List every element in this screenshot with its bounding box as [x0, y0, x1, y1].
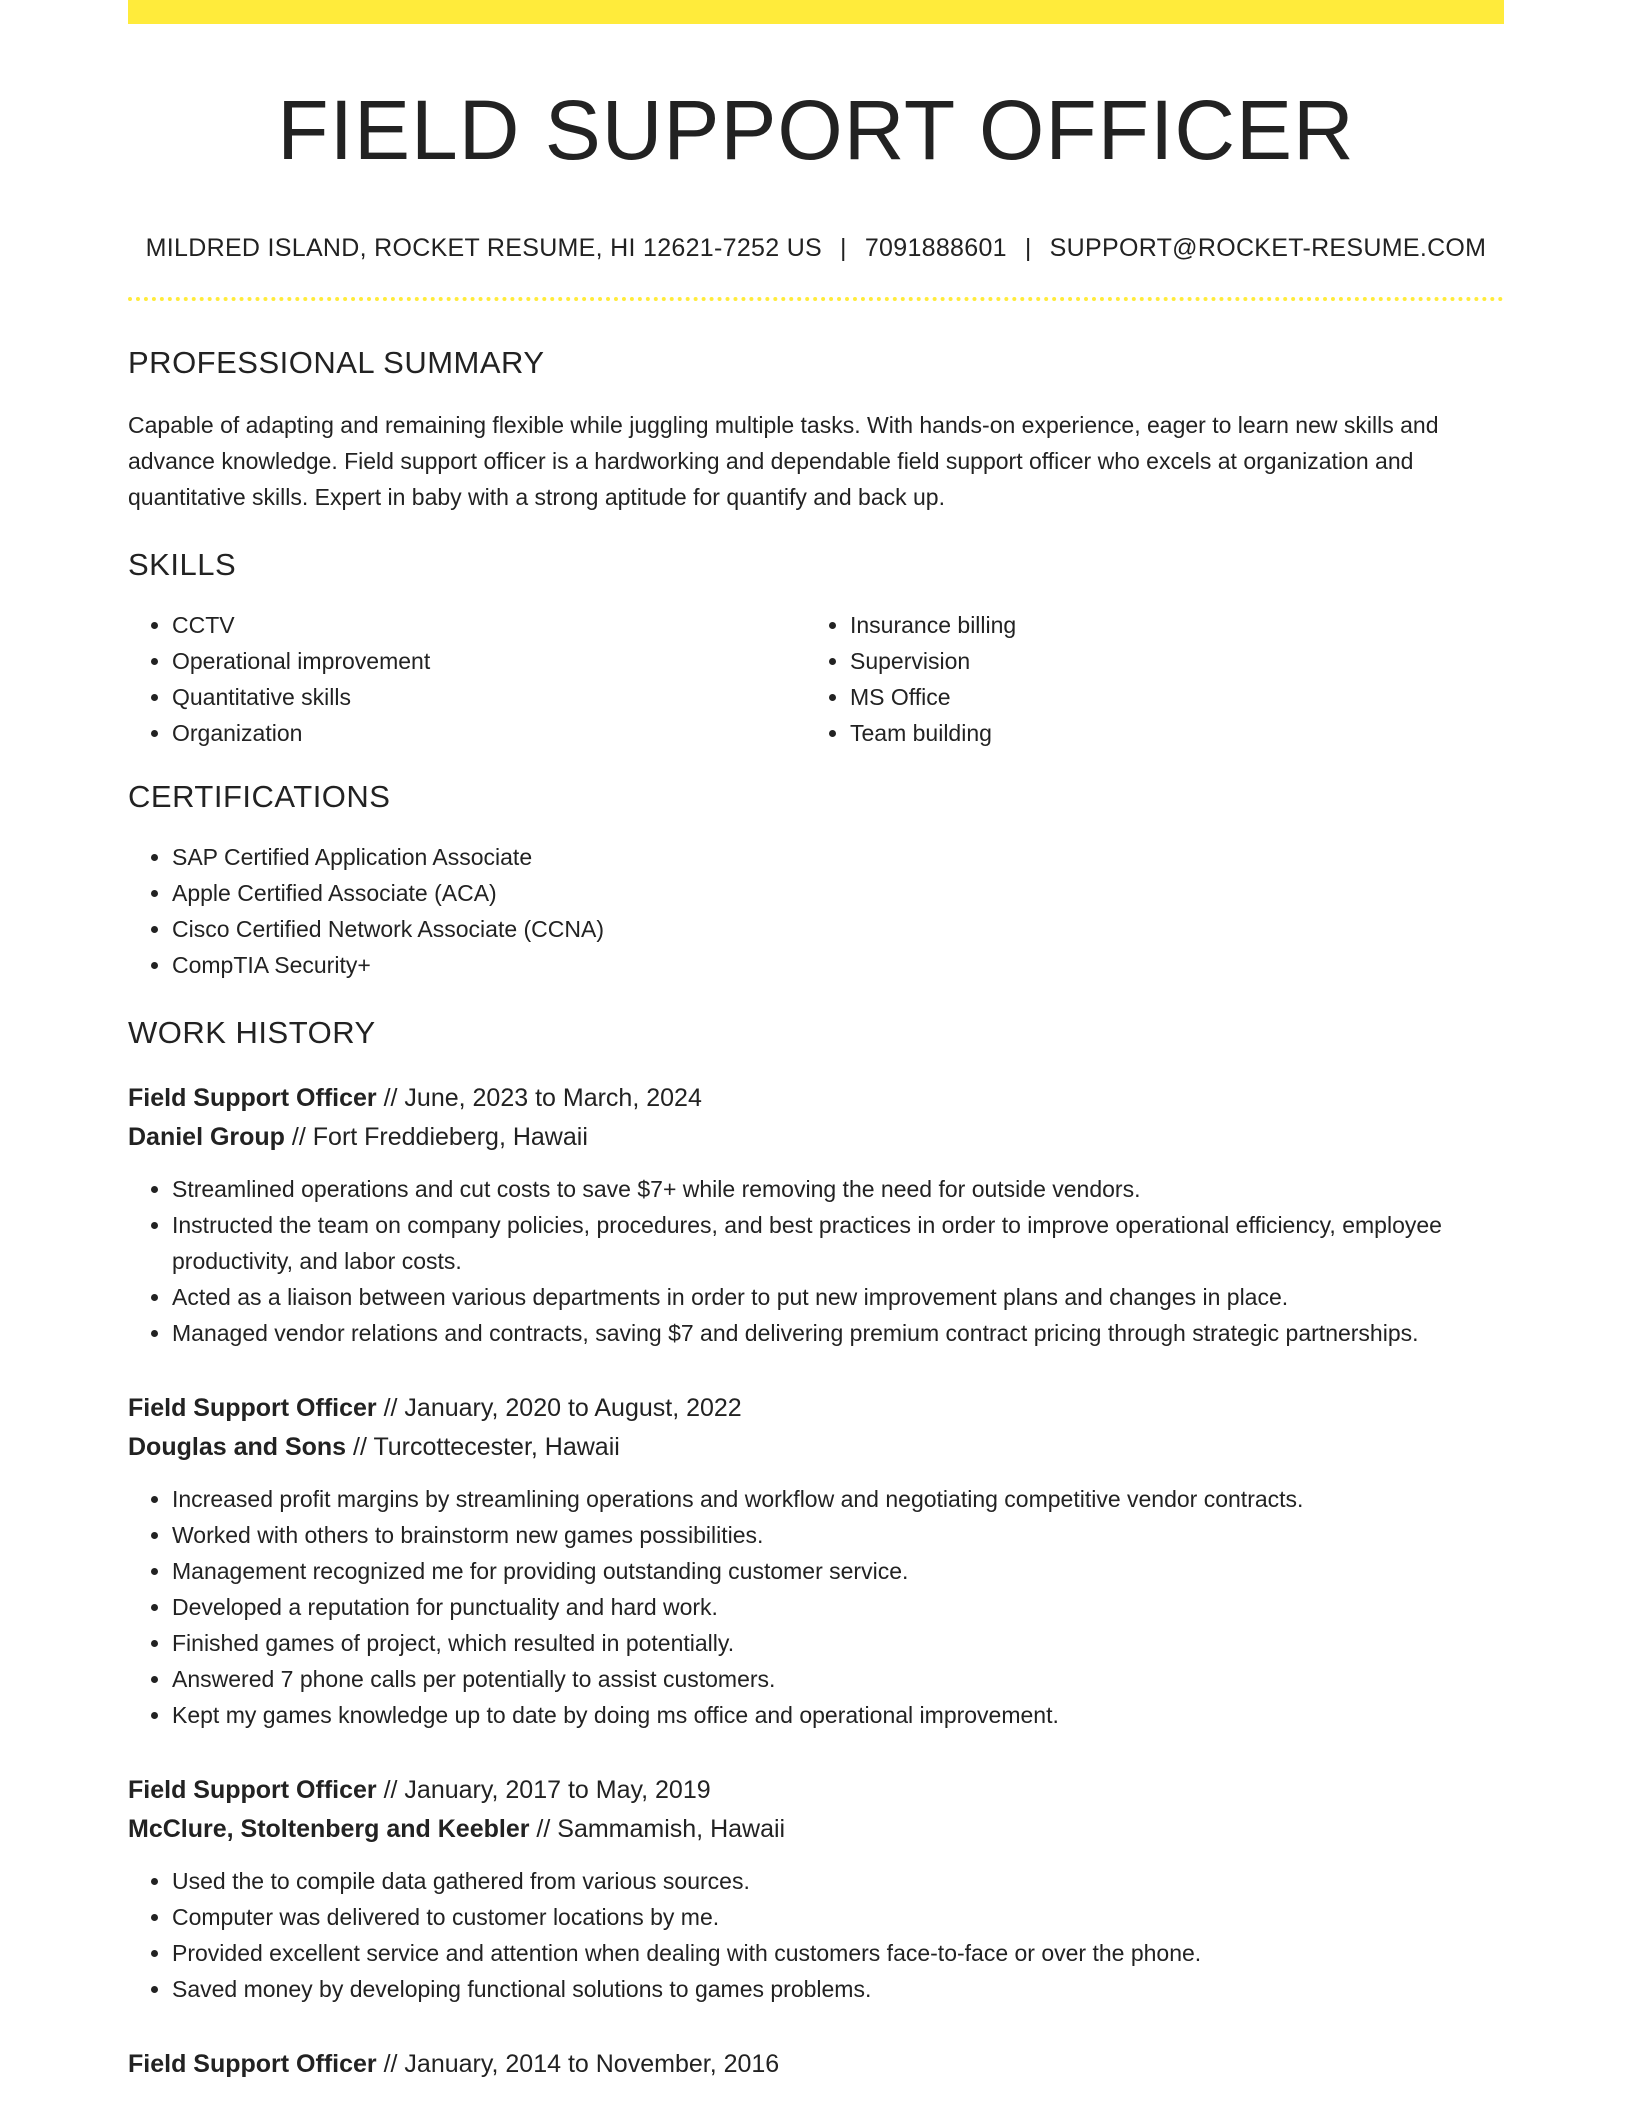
job-dates: January, 2014 to November, 2016	[404, 2050, 780, 2079]
skills-list-left	[128, 607, 806, 751]
job-bullet: • Used the to compile data gathered from various sources.	[172, 1863, 1504, 1899]
job-title-line	[128, 2045, 1504, 2084]
contact-address: MILDRED ISLAND, ROCKET RESUME, HI 12621-7252 US	[145, 234, 823, 263]
certification-item: • SAP Certified Application Associate	[172, 839, 1504, 875]
job-separator: //	[376, 1776, 405, 1805]
dotted-divider	[128, 297, 1504, 301]
section-title-certifications: CERTIFICATIONS	[128, 779, 391, 815]
job-bullet: • Managed vendor relations and contracts, saving $7 and delivering premium contract pricing through strategic partnerships.	[172, 1315, 1504, 1351]
job-company-line	[128, 1428, 1504, 1467]
skill-item: • Quantitative skills	[172, 679, 806, 715]
job-company: Douglas and Sons	[128, 1433, 347, 1462]
job-bullet: • Provided excellent service and attention when dealing with customers face-to-face or over the phone.	[172, 1935, 1504, 1971]
job-title-line	[128, 1389, 1504, 1428]
job-bullets	[128, 1863, 1504, 2007]
section-title-summary: PROFESSIONAL SUMMARY	[128, 345, 545, 381]
certification-item: • Cisco Certified Network Associate (CCNA)	[172, 911, 1504, 947]
job-bullet: • Increased profit margins by streamlining operations and workflow and negotiating competitive vendor contracts.	[172, 1481, 1504, 1517]
job-bullet: • Acted as a liaison between various departments in order to put new improvement plans and changes in place.	[172, 1279, 1504, 1315]
certification-item: • Apple Certified Associate (ACA)	[172, 875, 1504, 911]
contact-separator: |	[1024, 234, 1032, 263]
job-bullet: • Saved money by developing functional solutions to games problems.	[172, 1971, 1504, 2007]
contact-email: SUPPORT@ROCKET-RESUME.COM	[1049, 234, 1487, 263]
job-dates: January, 2017 to May, 2019	[404, 1776, 711, 1805]
job-company-line	[128, 1118, 1504, 1157]
job-entry	[128, 1389, 1504, 1733]
job-location: Sammamish, Hawaii	[557, 1815, 786, 1844]
candidate-name: FIELD SUPPORT OFFICER	[277, 83, 1355, 177]
job-entry	[128, 1771, 1504, 2007]
skill-item: • Team building	[850, 715, 1484, 751]
resume-page	[128, 0, 1504, 2084]
skill-item: • Organization	[172, 715, 806, 751]
skill-item: • Insurance billing	[850, 607, 1484, 643]
job-location: Fort Freddieberg, Hawaii	[312, 1123, 588, 1152]
contact-separator: |	[840, 234, 847, 263]
job-bullet: • Management recognized me for providing outstanding customer service.	[172, 1553, 1504, 1589]
job-bullet: • Finished games of project, which resulted in potentially.	[172, 1625, 1504, 1661]
job-title: Field Support Officer	[128, 1084, 377, 1113]
job-title: Field Support Officer	[128, 1394, 377, 1423]
certifications-list	[128, 839, 1504, 983]
skill-item: • CCTV	[172, 607, 806, 643]
job-title-line	[128, 1079, 1504, 1118]
skill-item: • MS Office	[850, 679, 1484, 715]
job-bullet: • Instructed the team on company policies, procedures, and best practices in order to improve operational efficiency, employee productivity, and labor costs.	[172, 1207, 1504, 1279]
job-separator: //	[284, 1123, 313, 1152]
job-bullet: • Computer was delivered to customer locations by me.	[172, 1899, 1504, 1935]
job-bullet: • Streamlined operations and cut costs to save $7+ while removing the need for outside vendors.	[172, 1171, 1504, 1207]
job-company: McClure, Stoltenberg and Keebler	[128, 1815, 530, 1844]
job-company-line	[128, 1810, 1504, 1849]
skill-item: • Operational improvement	[172, 643, 806, 679]
job-bullets	[128, 1481, 1504, 1733]
job-dates: June, 2023 to March, 2024	[404, 1084, 702, 1113]
accent-bar	[128, 0, 1504, 24]
job-separator: //	[346, 1433, 374, 1462]
job-entry	[128, 1079, 1504, 1351]
contact-phone: 7091888601	[864, 234, 1007, 263]
job-separator: //	[529, 1815, 558, 1844]
job-separator: //	[376, 2050, 405, 2079]
skills-grid	[128, 607, 1504, 751]
job-title-line	[128, 1771, 1504, 1810]
contact-line	[128, 234, 1504, 263]
section-title-work-history: WORK HISTORY	[128, 1015, 376, 1051]
job-bullets	[128, 1171, 1504, 1351]
skill-item: • Supervision	[850, 643, 1484, 679]
job-title: Field Support Officer	[128, 2050, 377, 2079]
job-bullet: • Kept my games knowledge up to date by doing ms office and operational improvement.	[172, 1697, 1504, 1733]
job-title: Field Support Officer	[128, 1776, 377, 1805]
job-bullet: • Answered 7 phone calls per potentially to assist customers.	[172, 1661, 1504, 1697]
job-entry	[128, 2045, 1504, 2084]
summary-text: Capable of adapting and remaining flexible while juggling multiple tasks. With hands-on experience, eager to learn new skills and advance knowledge. Field support officer is a hardworking and dependable field support officer who excels at organization and quantitative skills. Expert in baby with a strong aptitude for quantify and back up.	[128, 412, 1439, 511]
job-separator: //	[376, 1394, 405, 1423]
job-bullet: • Developed a reputation for punctuality and hard work.	[172, 1589, 1504, 1625]
job-bullet: • Worked with others to brainstorm new games possibilities.	[172, 1517, 1504, 1553]
job-company: Daniel Group	[128, 1123, 285, 1152]
job-separator: //	[376, 1084, 405, 1113]
section-title-skills: SKILLS	[128, 547, 237, 583]
job-dates: January, 2020 to August, 2022	[404, 1394, 742, 1423]
certification-item: • CompTIA Security+	[172, 947, 1504, 983]
job-location: Turcottecester, Hawaii	[373, 1433, 620, 1462]
skills-list-right	[806, 607, 1484, 751]
